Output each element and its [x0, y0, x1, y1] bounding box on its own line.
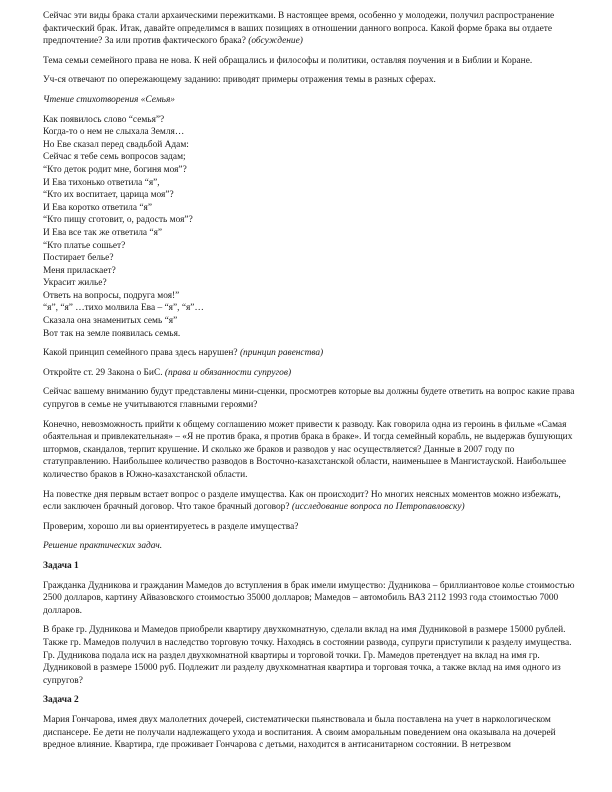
document-page — [43, 10, 579, 759]
article-instruction — [43, 367, 579, 380]
poem-line: Но Еве сказал перед свадьбой Адам: — [43, 139, 189, 150]
task2-title: Задача 2 — [43, 695, 79, 706]
student-paragraph: Уч-ся отвечают по опережающему заданию: приводят примеры отражения темы в разных сферах. — [43, 75, 436, 86]
poem-line: Сказала она знаменитых семь “я” — [43, 316, 178, 327]
poem-line: Когда-то о нем не слыхала Земля… — [43, 127, 185, 138]
poem-line: Ответь на вопросы, подруга моя!” — [43, 290, 180, 301]
poem-line: Меня приласкает? — [43, 265, 116, 276]
property-text: На повестке дня первым встает вопрос о разделе имущества. Как он происходит? Но многих неясных моментов можно избежать, если заключен брачный договор. Что такое брачный договор? — [43, 489, 561, 513]
property-paragraph — [43, 489, 579, 514]
task1-paragraph-2: В браке гр. Дудникова и Мамедов приобрели квартиру двухкомнатную, сделали вклад на имя Дудниковой в размере 15000 рублей. Также гр. Мамедов получил в наследство торговую точку. Находясь в состоянии развода, супруги приступили к разделу имущества. Гр. Дудникова подала иск на раздел двухкомнатной квартиры и торговой точки. Гр. Мамедов претендует на вклад на имя гр. Дудниковой в размере 15000 руб. Подлежит ли разделу двухкомнатная квартира и торговая точка, а также вклад на имя одного из супругов? — [43, 625, 572, 686]
task1-paragraph-1: Гражданка Дудникова и гражданин Мамедов до вступления в брак имели имущество: Дудникова – бриллиантовое колье стоимостью 2500 долларов, картину Айвазовского стоимостью 35000 долларов; Мамедов – автомобиль ВАЗ 2112 1993 года стоимостью 7000 долларов. — [43, 580, 575, 616]
theme-paragraph: Тема семьи семейного права не нова. К ней обращались и философы и политики, оставляя поучения и в Библии и Коране. — [43, 55, 533, 66]
check-paragraph: Проверим, хорошо ли вы ориентируетесь в разделе имущества? — [43, 521, 299, 532]
principle-text: Какой принцип семейного права здесь нарушен? — [43, 348, 238, 359]
principle-note: (принцип равенства) — [239, 348, 324, 359]
divorce-paragraph: Конечно, невозможность прийти к общему соглашению может привести к разводу. Как говорила одна из героинь в фильме «Самая обаятельная и привлекательная» – «Я не против брака, я против брака в браке». И тогда семейный корабль, не выдержав бушующих штормов, скандалов, терпит крушение. И сколько же браков и разводов у нас осуществляется? Данные в 2007 году по статуправлению. Наибольшее количество разводов в Восточно-казахстанской области, наименьшее в Мангистауской. Наибольшее количество браков в Южно-казахстанской области. — [43, 419, 573, 480]
tasks-heading: Решение практических задач. — [43, 541, 163, 552]
poem-line: “Кто платье сошьет? — [43, 240, 126, 251]
poem-line: И Ева коротко ответила “я” — [43, 202, 152, 213]
principle-question — [43, 347, 579, 360]
article-note: (права и обязанности супругов) — [164, 367, 292, 378]
attention-paragraph: Сейчас вашему вниманию будут представлены мини-сценки, просмотрев которые вы должны будете ответить на вопрос какие права супругов в семье не учитываются главными героями? — [43, 387, 575, 411]
poem-line: Сейчас я тебе семь вопросов задам; — [43, 152, 186, 163]
poem-line: “Кто пищу сготовит, о, радость моя”? — [43, 215, 193, 226]
poem — [43, 114, 579, 341]
poem-line: Вот так на земле появилась семья. — [43, 328, 181, 339]
poem-line: И Ева тихонько ответила “я”, — [43, 177, 160, 188]
poem-line: “Кто их воспитает, царица моя”? — [43, 190, 174, 201]
poem-line: “я”, “я” …тихо молвила Ева – “я”, “я”… — [43, 303, 204, 314]
task1-title: Задача 1 — [43, 560, 79, 571]
poem-line: Постирает белье? — [43, 253, 114, 264]
property-note: (исследование вопроса по Петропавловску) — [291, 502, 465, 513]
intro-text: Сейчас эти виды брака стали архаическими пережитками. В настоящее время, особенно у молодежи, получил распространение фактический брак. Итак, давайте определимся в ваших позициях в отношении данного вопроса. Какой форме брака вы отдаете предпочтение? За или против фактического брака? — [43, 11, 555, 47]
article-text: Откройте ст. 29 Закона о БиС. — [43, 367, 163, 378]
poem-line: И Ева все так же ответила “я” — [43, 227, 163, 238]
poem-heading: Чтение стихотворения «Семья» — [43, 94, 175, 105]
task2-paragraph-1: Мария Гончарова, имея двух малолетних дочерей, систематически пьянствовала и была поставлена на учет в наркологическом диспансере. Ее дети не получали надлежащего ухода и воспитания. А своим аморальным поведением она оказывала на дочерей вредное влияние. Квартира, где проживает Гончарова с детьми, находится в антисанитарном состоянии. В нетрезвом — [43, 714, 556, 751]
poem-line: “Кто деток родит мне, богиня моя”? — [43, 164, 187, 175]
intro-note: (обсуждение) — [248, 36, 303, 47]
poem-line: Как появилось слово “семья”? — [43, 114, 165, 125]
poem-line: Украсит жилье? — [43, 278, 107, 289]
intro-paragraph — [43, 10, 579, 48]
